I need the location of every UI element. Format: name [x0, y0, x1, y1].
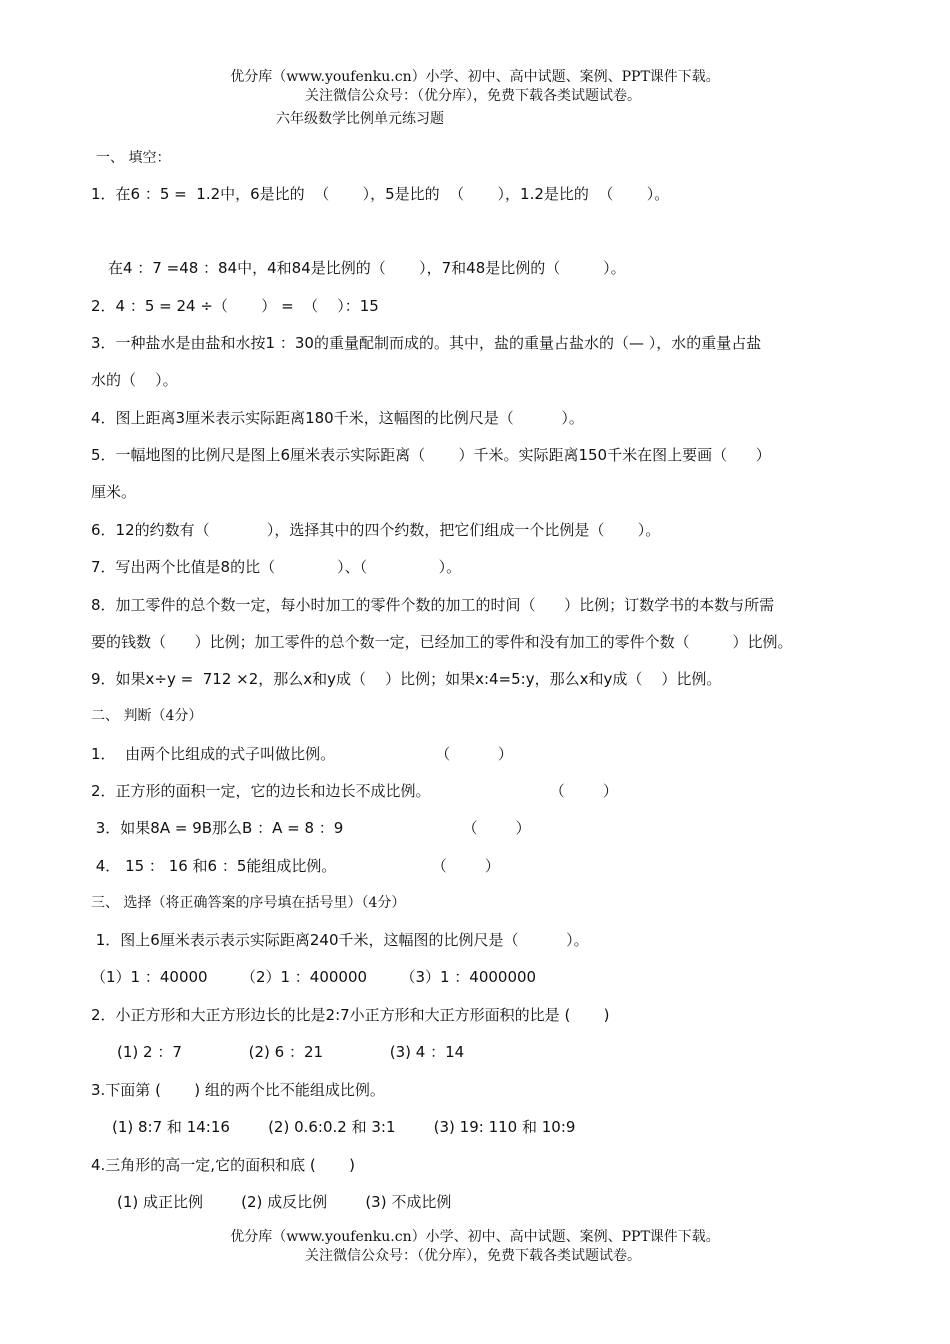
judge-item-1: 1． 由两个比组成的式子叫做比例。 （ ）	[91, 745, 513, 763]
choice-question-2: 2．小正方形和大正方形边长的比是2:7小正方形和大正方形面积的比是 ( )	[91, 1006, 610, 1024]
question-1-5b: 厘米。	[91, 483, 137, 501]
judge-item-2: 2．正方形的面积一定，它的边长和边长不成比例。 （ ）	[91, 782, 618, 800]
question-1-4: 4．图上距离3厘米表示实际距离180千米，这幅图的比例尺是（ ）。	[91, 409, 584, 427]
footer-line-1: 优分库（www.youfenku.cn）小学、初中、高中试题、案例、PPT课件下载。	[230, 1229, 720, 1245]
page-footer	[0, 1228, 950, 1266]
section-1-heading: 一、 填空：	[96, 150, 171, 166]
page-title: 六年级数学比例单元练习题	[276, 111, 444, 127]
choice-options-2: (1) 2 ：7 (2) 6 ：21 (3) 4 ：14	[117, 1043, 465, 1061]
question-1-3a: 3．一种盐水是由盐和水按1 ：30的重量配制而成的。其中，盐的重量占盐水的（— ），水的重量占盐	[91, 334, 762, 352]
question-1-8a: 8．加工零件的总个数一定，每小时加工的零件个数的加工的时间（ ）比例；订数学书的本数与所需	[91, 596, 775, 614]
question-1-5a: 5．一幅地图的比例尺是图上6厘米表示实际距离（ ）千米。实际距离150千米在图上要画（ ）	[91, 446, 771, 464]
choice-options-1: （1）1 ：40000 （2）1 ：400000 （3）1 ：4000000	[91, 968, 537, 986]
choice-options-4: (1) 成正比例 (2) 成反比例 (3) 不成比例	[117, 1193, 452, 1211]
header-line-2: 关注微信公众号：（优分库），免费下载各类试题试卷。	[305, 88, 641, 104]
question-1-1b: 在4 ：7 =48 ：84中，4和84是比例的（ ），7和48是比例的（ ）。	[108, 259, 626, 277]
question-1-6: 6．12的约数有（ ），选择其中的四个约数，把它们组成一个比例是（ ）。	[91, 521, 661, 539]
question-1-1: 1．在6 ：5 = 1.2中，6是比的 （ ），5是比的 （ ），1.2是比的 （ ）。	[91, 185, 670, 203]
question-1-7: 7．写出两个比值是8的比（ ）、（ ）。	[91, 558, 462, 576]
question-1-2: 2．4 ：5 = 24 ÷（ ） = （ ）：15	[91, 297, 379, 315]
question-1-9: 9．如果x÷y = 712 ×2，那么x和y成（ ）比例；如果x:4=5:y，那么x和y成（ ）比例。	[91, 670, 722, 688]
section-2-heading: 二、 判断（4分）	[91, 708, 203, 724]
choice-question-1: 1．图上6厘米表示表示实际距离240千米，这幅图的比例尺是（ ）。	[91, 931, 589, 949]
choice-question-3: 3.下面第 ( ) 组的两个比不能组成比例。	[91, 1081, 385, 1099]
choice-options-3: (1) 8:7 和 14:16 (2) 0.6:0.2 和 3:1 (3) 19: 110 和 10:9	[112, 1118, 576, 1136]
question-1-3b: 水的（ ）。	[91, 371, 178, 389]
choice-question-4: 4.三角形的高一定,它的面积和底 ( )	[91, 1156, 355, 1174]
judge-item-4: 4． 15 ： 16 和6 ：5能组成比例。 （ ）	[91, 857, 500, 875]
header-line-1: 优分库（www.youfenku.cn）小学、初中、高中试题、案例、PPT课件下载。	[230, 69, 720, 85]
footer-line-2: 关注微信公众号：（优分库），免费下载各类试题试卷。	[305, 1248, 641, 1264]
page-header	[0, 68, 950, 106]
section-3-heading: 三、 选择（将正确答案的序号填在括号里）（4分）	[91, 895, 406, 911]
question-1-8b: 要的钱数（ ）比例；加工零件的总个数一定，已经加工的零件和没有加工的零件个数（ ）比例。	[91, 633, 793, 651]
judge-item-3: 3．如果8A = 9B那么B ：A = 8 ：9 （ ）	[91, 819, 531, 837]
